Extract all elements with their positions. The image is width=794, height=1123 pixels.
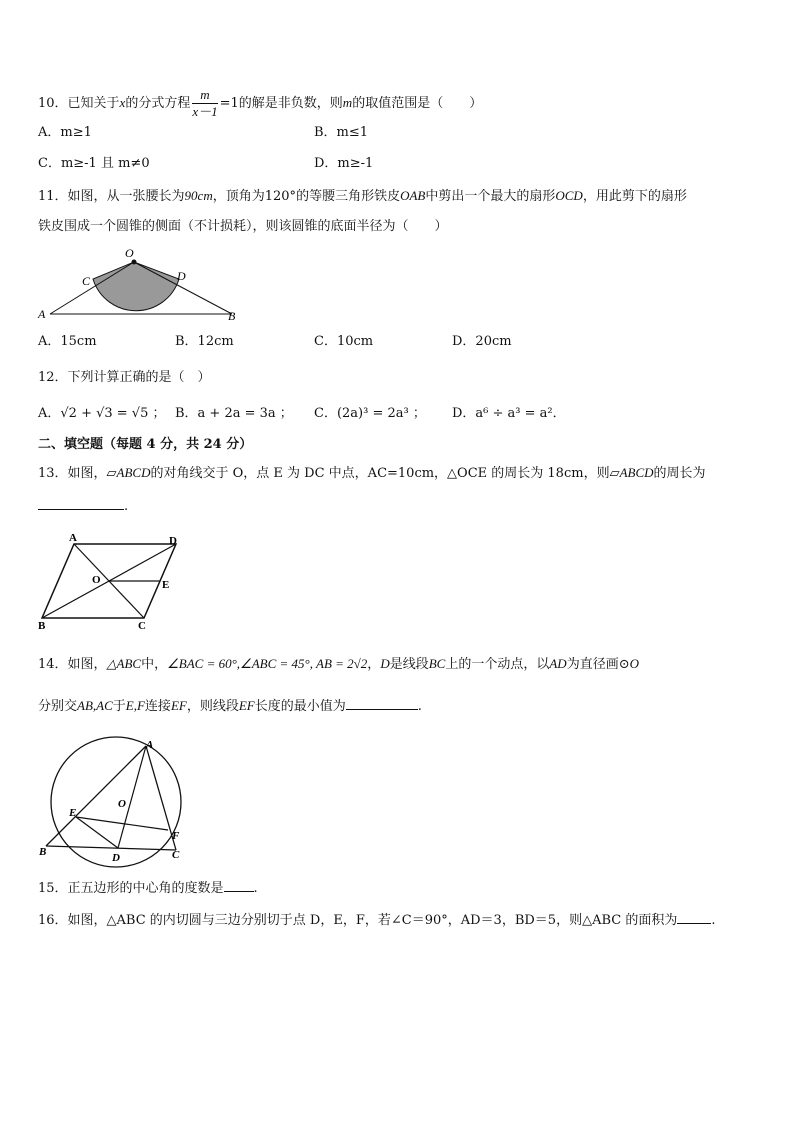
- q11-text-b: ，顶角为: [212, 189, 265, 204]
- section-fill-in-title: 二、填空题（每题 4 分，共 24 分）: [38, 437, 253, 452]
- q11-label-o: O: [125, 246, 134, 260]
- q13-label-o: O: [92, 574, 101, 586]
- q14-label-o: O: [118, 798, 126, 810]
- q12-option-d: D．a⁶ ÷ a³ = a²．: [452, 406, 566, 421]
- q10-var-m: m: [342, 95, 353, 110]
- q11-label-c: C: [82, 274, 91, 288]
- q14-stem-line2: [38, 697, 422, 716]
- q14-segment-ef-2: EF: [238, 698, 255, 713]
- q15-answer-blank[interactable]: [224, 879, 254, 892]
- q14-label-d: D: [112, 852, 120, 864]
- q14-circle-o: O: [629, 656, 639, 671]
- q11-text-c: 的等腰三角形铁皮: [296, 189, 401, 204]
- q14-segments-ab-ac: AB,AC: [77, 698, 113, 713]
- q14-label-c: C: [172, 849, 180, 861]
- q11-text-a: 11．如图，从一张腰长为: [38, 189, 185, 204]
- q11-label-a: A: [38, 307, 46, 321]
- q11-option-a: A．15cm: [38, 334, 97, 349]
- q16-answer-blank[interactable]: [677, 911, 711, 924]
- q14-text-e: 上的一个动点，以: [445, 657, 550, 672]
- q10-prefix: 10．已知关于: [38, 96, 120, 111]
- q13-label-b: B: [38, 620, 46, 632]
- q14-points-ef: E,F: [125, 698, 145, 713]
- q14-segment-bc: BC: [428, 656, 446, 671]
- q11-option-d: D．20cm: [452, 334, 512, 349]
- q11-option-b: B．12cm: [175, 334, 234, 349]
- q11-shaded-sector: [93, 262, 179, 311]
- q13-answer-line: [38, 497, 128, 516]
- q10-option-c: C．m≥-1 且 m≠0: [38, 156, 150, 171]
- q14-text-c: ，: [367, 657, 381, 672]
- q14-text-j: ，则线段: [186, 699, 239, 714]
- q14-stem-line1: [38, 655, 639, 674]
- q14-segment-ef: EF: [170, 698, 187, 713]
- q14-label-e: E: [69, 807, 77, 819]
- q13-label-d: D: [169, 535, 177, 547]
- q10-fraction: [192, 87, 217, 120]
- q14-text-f: 为直径画⊙: [566, 657, 630, 672]
- q10-frac-den: x－1: [192, 104, 218, 119]
- q14-text-d: 是线段: [389, 657, 429, 672]
- q10-suffix2: 的取值范围是（ ）: [352, 96, 483, 111]
- q10-mid: 的分式方程: [125, 96, 191, 111]
- q13-figure: [36, 532, 196, 632]
- q15-end-period: .: [253, 881, 258, 896]
- q15-stem: [38, 879, 258, 898]
- q11-label-d: D: [177, 269, 186, 283]
- q14-text-b: 中，: [141, 657, 168, 672]
- q10-frac-num: m: [192, 87, 217, 104]
- q11-angle: 120°: [264, 189, 297, 204]
- q11-stem-line2: 铁皮围成一个圆锥的侧面（不计损耗），则该圆锥的底面半径为（ ）: [38, 219, 448, 234]
- q14-answer-blank[interactable]: [346, 697, 418, 710]
- q11-label-b: B: [228, 309, 236, 323]
- q14-label-a: A: [146, 739, 154, 751]
- q12-option-b: B．a + 2a = 3a ；: [175, 406, 293, 421]
- q13-text-a: 13．如图，▱: [38, 466, 117, 481]
- q13-end-period: .: [124, 499, 129, 514]
- q13-parallelogram-2: ABCD: [619, 465, 654, 480]
- q11-text-e: ，用此剪下的扇形: [582, 189, 687, 204]
- q11-triangle: OAB: [400, 188, 426, 203]
- q12-stem: 12．下列计算正确的是（ ）: [38, 370, 211, 385]
- q10-stem: [38, 87, 482, 120]
- q14-segment-ad: AD: [549, 656, 567, 671]
- q13-stem-line1: [38, 464, 706, 483]
- q15-text: 15．正五边形的中心角的度数是: [38, 881, 224, 896]
- q13-label-c: C: [138, 620, 146, 632]
- q14-side-ab: [46, 746, 146, 846]
- q10-option-a: A．m≥1: [38, 125, 92, 140]
- q11-stem-line1: [38, 187, 687, 206]
- q16-end-period: .: [711, 913, 716, 928]
- q11-figure: [36, 248, 246, 326]
- q14-label-b: B: [39, 846, 47, 858]
- q14-text-g: 分别交: [38, 699, 78, 714]
- q10-suffix1: =1的解是非负数，则: [219, 96, 343, 111]
- q13-text-c: 的周长为: [653, 466, 706, 481]
- q14-text-k: 长度的最小值为: [254, 699, 346, 714]
- q14-diameter-ad: [118, 746, 146, 848]
- q14-side-bc: [46, 846, 176, 850]
- q14-label-f: F: [172, 830, 180, 842]
- q14-text-a: 14．如图，: [38, 657, 107, 672]
- q11-length: 90cm: [184, 188, 213, 203]
- q11-option-c: C．10cm: [314, 334, 374, 349]
- q11-sector: OCD: [555, 188, 583, 203]
- q10-var-x: x: [119, 95, 126, 110]
- q13-parallelogram-1: ABCD: [116, 465, 151, 480]
- q10-option-b: B．m≤1: [314, 125, 369, 140]
- q14-text-h: 于: [112, 699, 126, 714]
- q14-text-i: 连接: [144, 699, 171, 714]
- q11-point-o: [132, 260, 137, 265]
- q14-conditions: ∠BAC = 60°,∠ABC = 45°, AB = 2√2: [167, 656, 368, 671]
- q14-figure: [36, 738, 196, 866]
- q14-end-period: .: [417, 699, 422, 714]
- q13-label-e: E: [162, 579, 170, 591]
- q16-text: 16．如图，△ABC 的内切圆与三边分别切于点 D，E，F，若∠C＝90°，AD＝3，BD＝5，则△ABC 的面积为: [38, 913, 678, 928]
- q12-option-c: C．(2a)³ = 2a³ ；: [314, 406, 426, 421]
- q14-point-d: D: [380, 656, 390, 671]
- q13-answer-blank[interactable]: [38, 497, 124, 510]
- q14-segment-ef-line: [76, 817, 168, 830]
- q13-text-b: 的对角线交于 O，点 E 为 DC 中点，AC=10cm，△OCE 的周长为 18cm，则▱: [150, 466, 620, 481]
- q10-option-d: D．m≥-1: [314, 156, 374, 171]
- q11-text-d: 中剪出一个最大的扇形: [425, 189, 556, 204]
- q16-stem: [38, 911, 715, 930]
- q12-option-a: A．√2 + √3 = √5 ；: [38, 406, 166, 421]
- q14-triangle: △ABC: [106, 656, 142, 671]
- q13-label-a: A: [69, 532, 77, 544]
